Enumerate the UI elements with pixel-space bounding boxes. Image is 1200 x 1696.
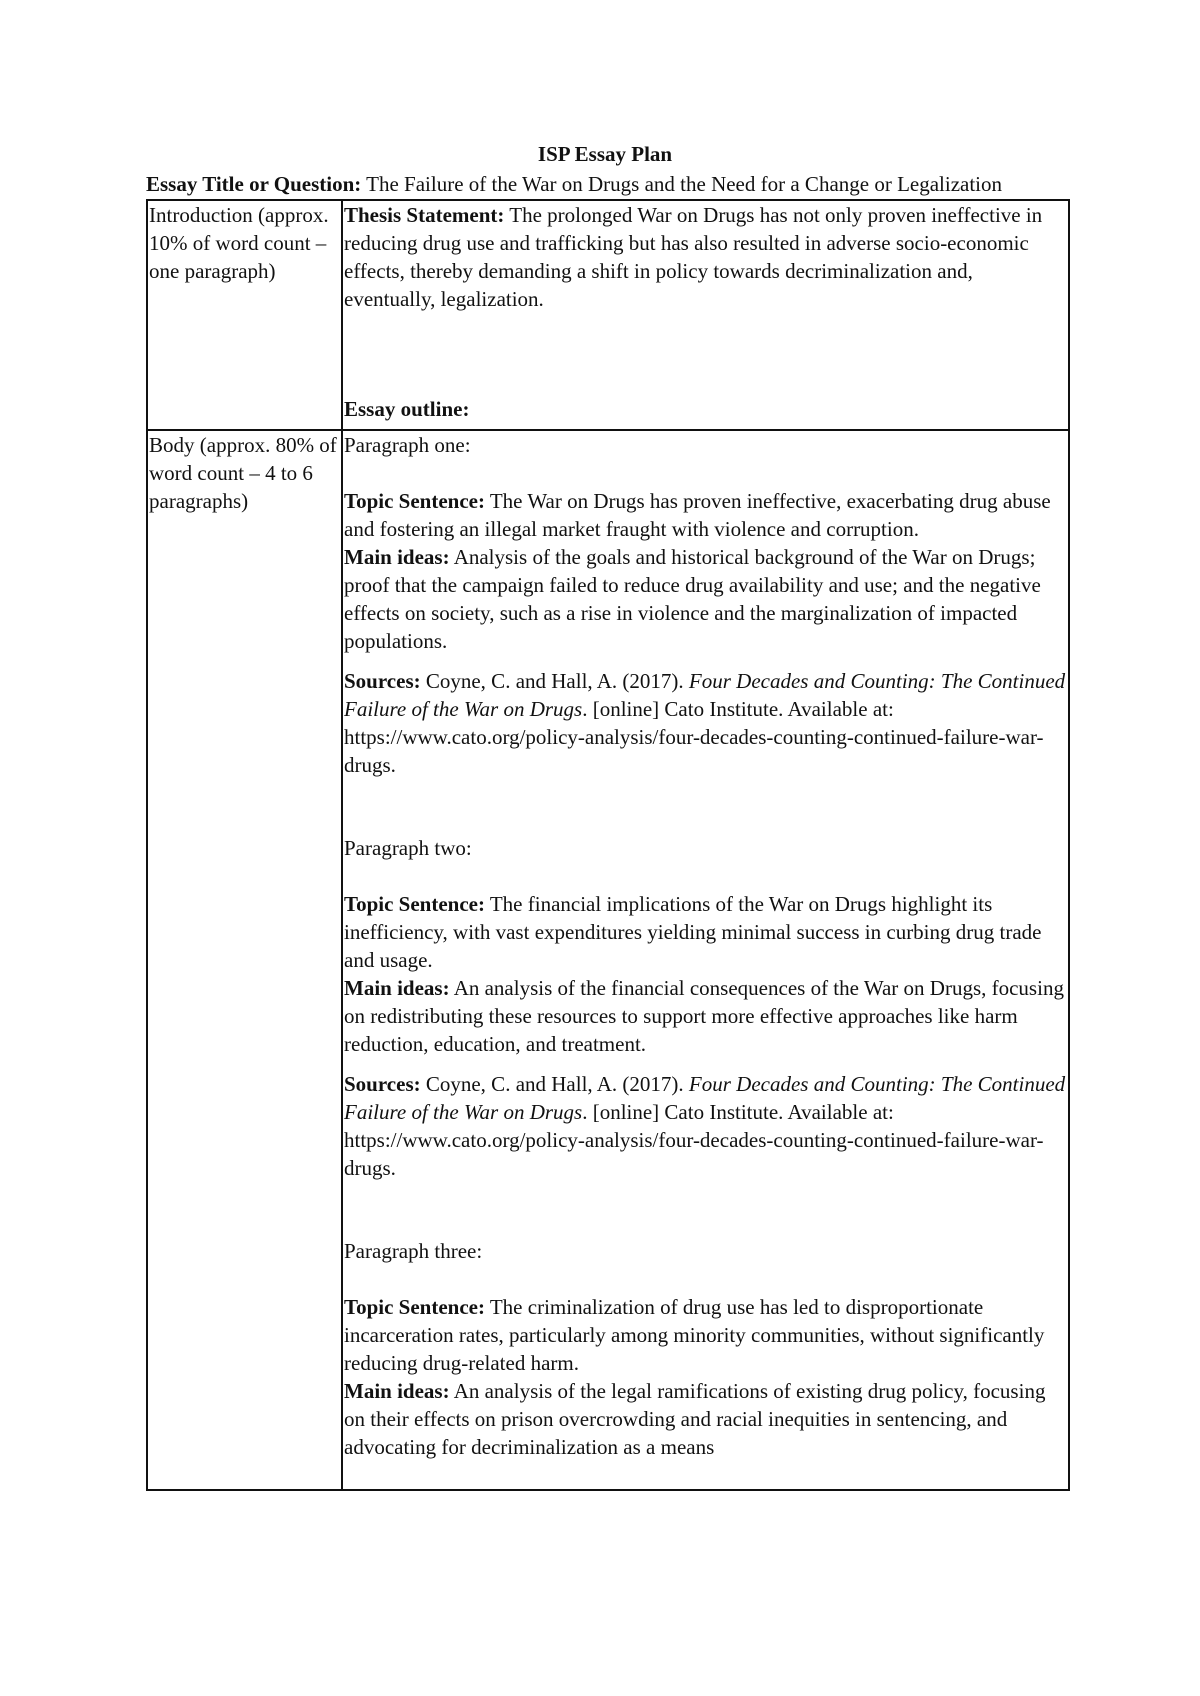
main-ideas	[344, 974, 1066, 1058]
thesis-text: The prolonged War on Drugs has not only proven ineffective in reducing drug use and trafficking but has also resulted in adverse socio-economic effects, thereby demanding a shift in policy towards decriminalization and, eventually, legalization.	[344, 203, 1043, 311]
ideas-label: Main ideas:	[344, 545, 450, 569]
introduction-row	[147, 200, 1069, 430]
body-label: Body (approx. 80% of word count – 4 to 6 paragraphs)	[147, 430, 342, 1490]
sources	[344, 1070, 1066, 1182]
ideas-text: An analysis of the legal ramifications of existing drug policy, focusing on their effects on prison overcrowding and racial inequities in sentencing, and advocating for decriminalization as a means	[344, 1379, 1046, 1459]
essay-question	[146, 170, 1064, 198]
topic-label: Topic Sentence:	[344, 892, 485, 916]
paragraph-heading: Paragraph two:	[344, 836, 472, 860]
sources-availability: . [online] Cato Institute. Available at: https://www.cato.org/policy-analysis/four-decades-counting-continued-failure-war-drugs.	[344, 1100, 1044, 1180]
topic-label: Topic Sentence:	[344, 489, 485, 513]
essay-question-text: The Failure of the War on Drugs and the Need for a Change or Legalization	[366, 172, 1003, 196]
topic-text: The War on Drugs has proven ineffective, exacerbating drug abuse and fostering an illegal market fraught with violence and corruption.	[344, 489, 1051, 541]
introduction-label: Introduction (approx. 10% of word count – one paragraph)	[147, 200, 342, 430]
sources-title: Four Decades and Counting: The Continued Failure of the War on Drugs	[344, 1072, 1066, 1124]
main-ideas	[344, 543, 1066, 655]
document-title: ISP Essay Plan	[537, 142, 673, 166]
paragraph-heading: Paragraph one:	[344, 433, 471, 457]
ideas-text: An analysis of the financial consequences of the War on Drugs, focusing on redistributing these resources to support more effective approaches like harm reduction, education, and treatment.	[344, 976, 1064, 1056]
topic-sentence	[344, 487, 1066, 543]
sources	[344, 667, 1066, 779]
sources-title: Four Decades and Counting: The Continued Failure of the War on Drugs	[344, 669, 1066, 721]
introduction-content	[342, 200, 1069, 430]
body-content	[342, 430, 1069, 1490]
topic-text: The criminalization of drug use has led to disproportionate incarceration rates, particularly among minority communities, without significantly reducing drug-related harm.	[344, 1295, 1045, 1375]
essay-outline-label: Essay outline:	[344, 397, 470, 421]
sources-citation: Coyne, C. and Hall, A. (2017).	[425, 1072, 684, 1096]
topic-sentence	[344, 1293, 1066, 1377]
essay-plan-table	[146, 199, 1070, 1491]
topic-label: Topic Sentence:	[344, 1295, 485, 1319]
document-page	[146, 140, 1064, 1491]
topic-text: The financial implications of the War on Drugs highlight its inefficiency, with vast expenditures yielding minimal success in curbing drug trade and usage.	[344, 892, 1042, 972]
essay-question-label: Essay Title or Question:	[146, 172, 362, 196]
sources-label: Sources:	[344, 669, 421, 693]
thesis-label: Thesis Statement:	[344, 203, 505, 227]
sources-availability: . [online] Cato Institute. Available at: https://www.cato.org/policy-analysis/four-decades-counting-continued-failure-war-drugs.	[344, 697, 1044, 777]
ideas-label: Main ideas:	[344, 976, 450, 1000]
topic-sentence	[344, 890, 1066, 974]
thesis-statement	[344, 201, 1066, 313]
sources-label: Sources:	[344, 1072, 421, 1096]
sources-citation: Coyne, C. and Hall, A. (2017).	[425, 669, 684, 693]
ideas-label: Main ideas:	[344, 1379, 450, 1403]
paragraph-heading: Paragraph three:	[344, 1239, 483, 1263]
ideas-text: Analysis of the goals and historical background of the War on Drugs; proof that the campaign failed to reduce drug availability and use; and the negative effects on society, such as a rise in violence and the marginalization of impacted populations.	[344, 545, 1041, 653]
body-row	[147, 430, 1069, 1490]
main-ideas	[344, 1377, 1066, 1461]
